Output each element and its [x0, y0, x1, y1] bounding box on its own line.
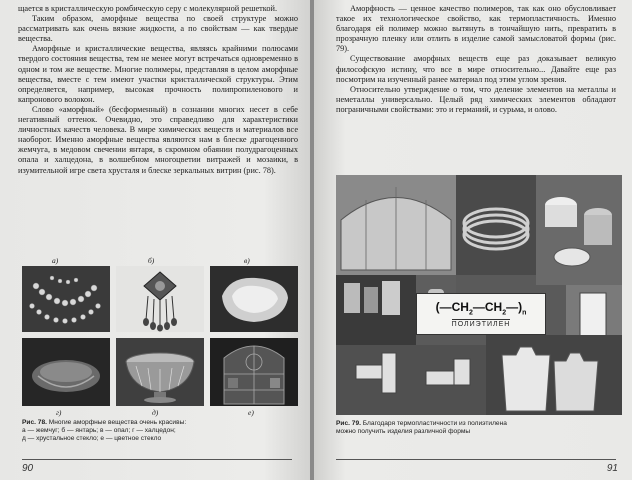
figure-78-caption [22, 419, 302, 444]
paragraph: Аморфность — ценное качество полимеров, так как оно обусловливает такое их технологическое свойство, как термопластичность. Именно благодаря ей полимер можно вытянуть в тончайшую нить, превратить в прозрачную пленку или отлить в изделие самой замысловатой формы (рис. 79). [336, 4, 616, 54]
pearl-photo [22, 266, 110, 332]
polyethylene-formula-box [416, 293, 546, 335]
formula-subscript: n [522, 309, 527, 317]
right-text-block [336, 4, 616, 115]
photo-label-e: е) [248, 408, 254, 417]
caption-line: Благодаря термопластичности из полиэтилена [362, 420, 507, 427]
caption-line: а — жемчуг; б — янтарь; в — опал; г — халцедон; [22, 427, 176, 435]
formula-part: —) [506, 300, 523, 315]
paragraph: Таким образом, аморфные вещества по своей структуре можно рассматривать как очень вязкие жидкости, а по свойствам — как твердые вещества. [18, 14, 298, 44]
stained-glass-window-icon [210, 338, 298, 406]
photo-label-v: в) [244, 256, 250, 265]
crystal-glass-photo [116, 338, 204, 406]
opal-photo [210, 266, 298, 332]
photo-label-g: г) [56, 408, 62, 417]
photo-label-b: б) [148, 256, 155, 265]
paragraph: Относительно утверждение о том, что деление элементов на металлы и неметаллы универсально. Целый ряд химических элементов обладают пограничными свойствами: это и германий, и сурьма, и олово. [336, 84, 616, 114]
caption-title: Рис. 78. [22, 419, 47, 426]
left-page [0, 0, 310, 480]
formula-part: —CH [472, 300, 503, 315]
page-number: 91 [606, 463, 618, 474]
formula-part: (—CH [435, 300, 469, 315]
paragraph: Аморфные и кристаллические вещества, являясь крайними полюсами твердого состояния вещества, тем не менее могут встречаться одновременно в одном и том же веществе. Многие полимеры, представляя в целом аморфные вещества, вместе с тем имеют участки кристаллической структуры. Этим определяется, например, высокая прочность полипропиленового и капронового волокон. [18, 44, 298, 104]
page-number: 90 [22, 463, 34, 474]
figure-78-photos [22, 256, 298, 417]
caption-line: Многие аморфные вещества очень красивы: [48, 419, 187, 426]
photo-label-a: а) [52, 256, 59, 265]
footer-rule [336, 459, 616, 460]
formula-subscript: 2 [502, 309, 507, 317]
amber-photo [116, 266, 204, 332]
caption-line: д — хрустальное стекло; е — цветное стекло [22, 435, 162, 443]
polyethylene-name: ПОЛИЭТИЛЕН [451, 320, 511, 328]
caption-line: можно получить изделия различной формы [336, 428, 471, 436]
chalcedony-photo [22, 338, 110, 406]
paragraph: щается в кристаллическую ромбическую серу с молекулярной решеткой. [18, 4, 278, 13]
paragraph: Слово «аморфный» (бесформенный) в сознании многих несет в себе негативный оттенок. Очевидно, это справедливо для характеристики личностных качеств человека. В мире химических веществ и материалов все наоборот. Именно аморфные вещества являются нам в блеске драгоценного жемчуга, в медовом свечении янтаря, в скромном обаянии полудрагоценных опала и халцедона, в волшебном многоцветии витражей и мозаики, в изумительной игре света хрусталя и блеске зеркальных витрин (рис. 78). [18, 104, 298, 175]
opal-stone-icon [210, 266, 298, 332]
polyethylene-formula [436, 300, 527, 316]
right-page [314, 0, 632, 480]
left-text-block [18, 4, 298, 176]
footer-rule [22, 459, 292, 460]
figure-79-caption [336, 420, 622, 436]
chalcedony-vase-icon [22, 338, 110, 406]
figure-79-collage [336, 175, 622, 415]
pearl-necklace-icon [22, 266, 110, 332]
amber-brooch-icon [116, 266, 204, 332]
paragraph: Существование аморфных веществ еще раз доказывает великую философскую истину, что все в мире относительно... Давайте еще раз посмотрим на изученный ранее материал под этим углом зрения. [336, 54, 616, 84]
crystal-bowl-icon [116, 338, 204, 406]
stained-glass-photo [210, 338, 298, 406]
caption-title: Рис. 79. [336, 420, 361, 427]
formula-subscript: 2 [468, 309, 473, 317]
photo-label-d: д) [152, 408, 159, 417]
